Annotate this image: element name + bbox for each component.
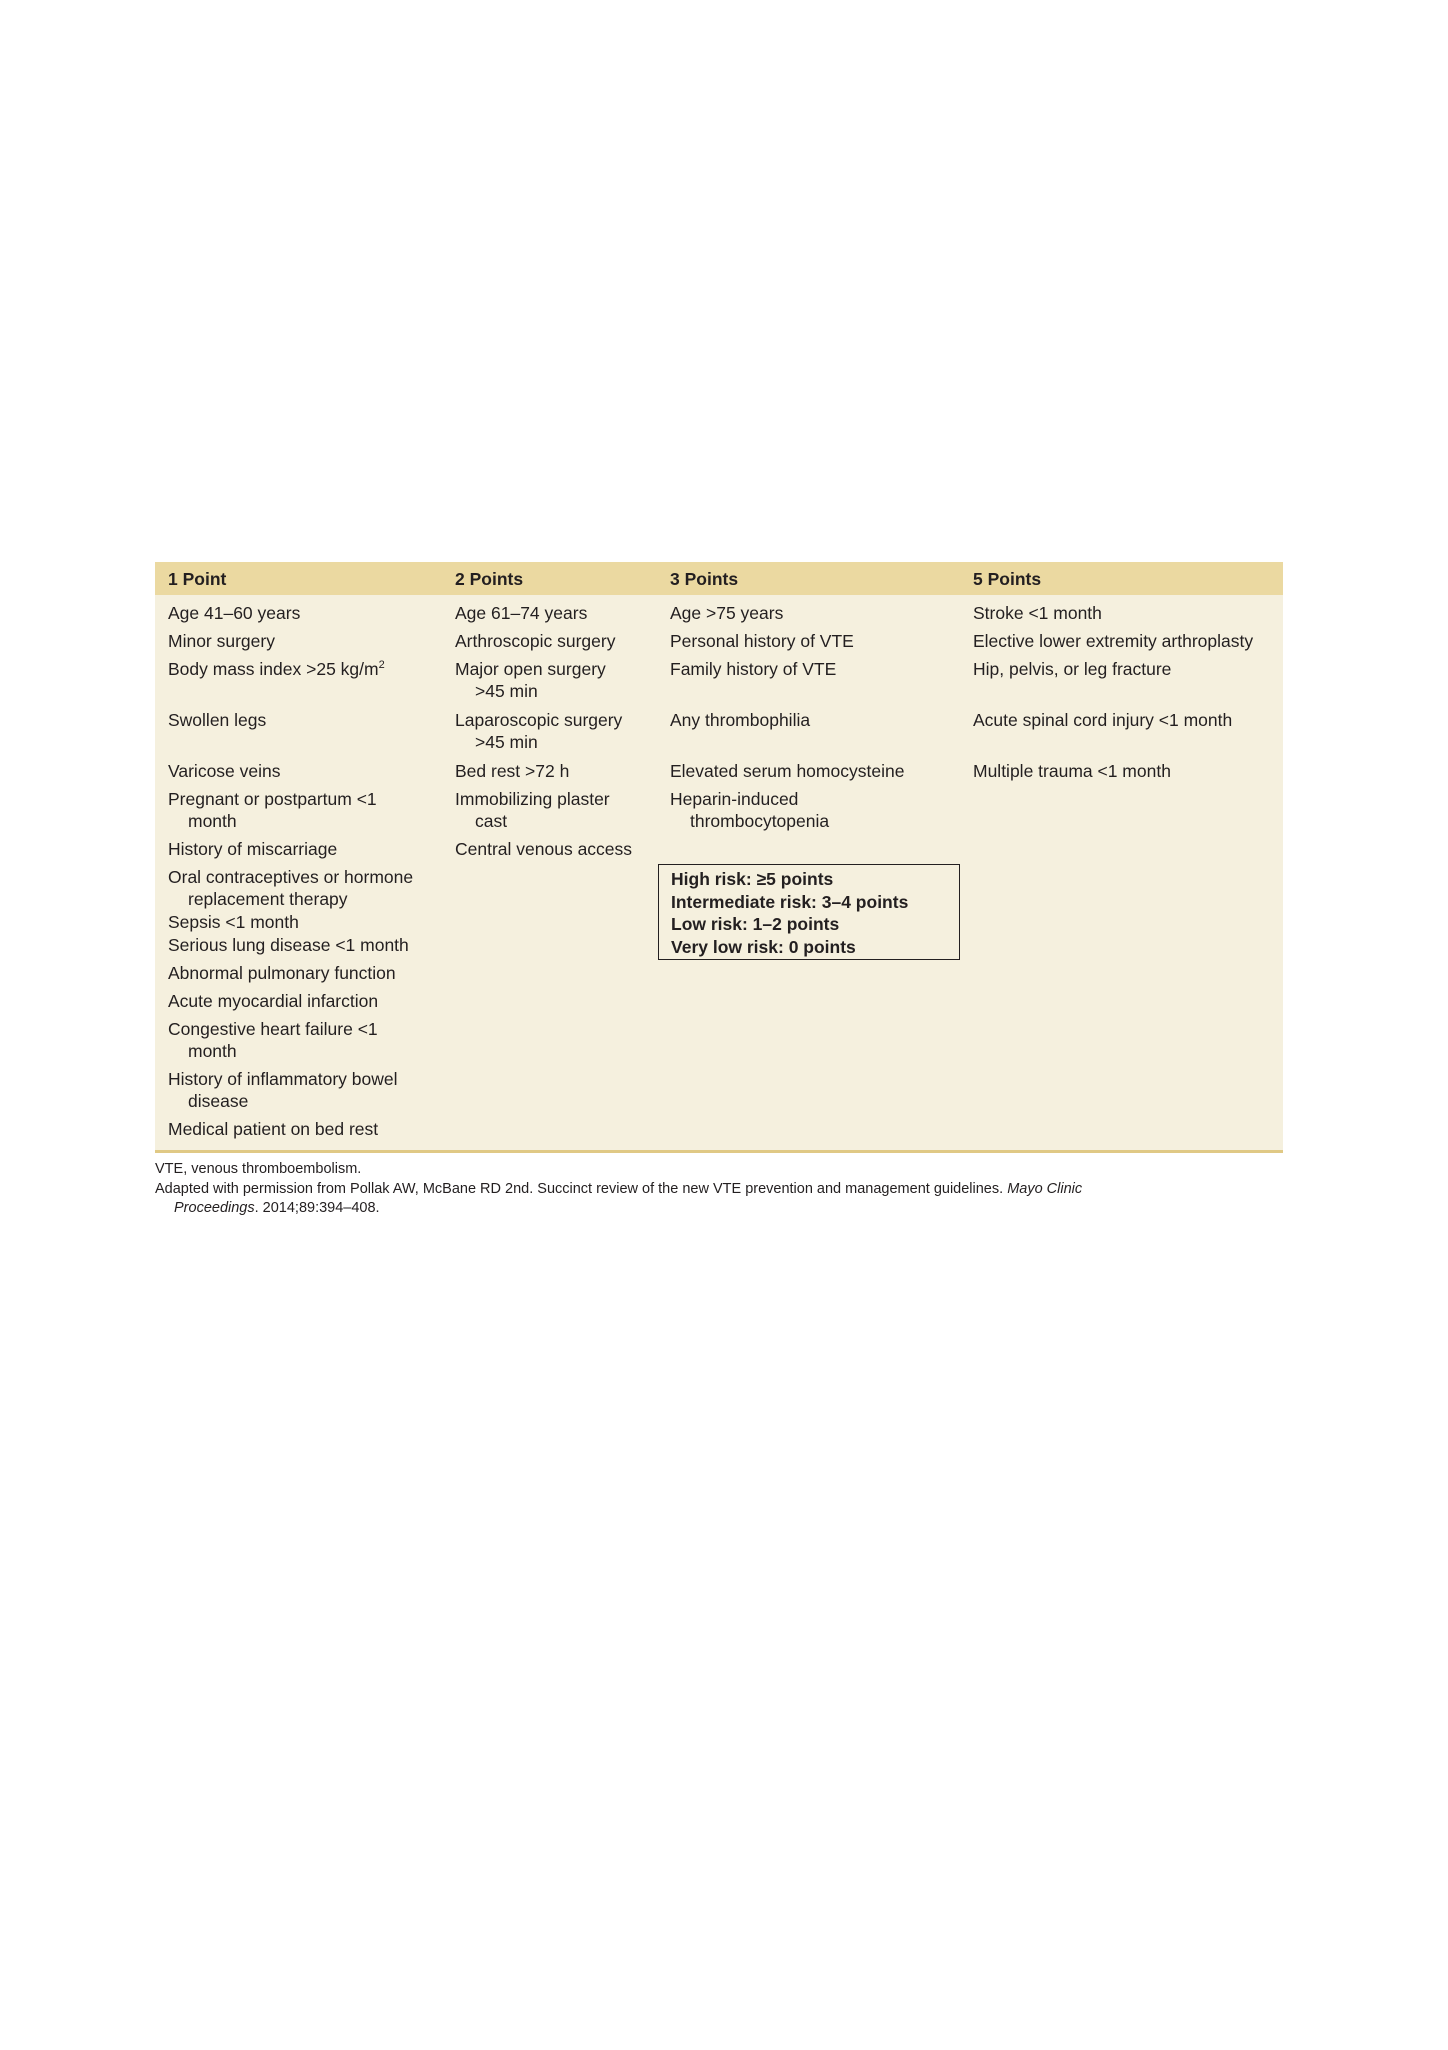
cell-line: Stroke <1 month [973,603,1102,623]
cell-line: Pregnant or postpartum <1 [168,789,377,809]
bmi-superscript: 2 [378,659,385,672]
cell-line: Sepsis <1 month [168,912,299,932]
cell-line: Hip, pelvis, or leg fracture [973,659,1172,679]
table-cell [455,788,655,832]
cell-line: Medical patient on bed rest [168,1119,379,1139]
cell-line: Age 41–60 years [168,603,301,623]
cell-line: Bed rest >72 h [455,761,570,781]
column-header-2-points: 2 Points [455,569,524,589]
cell-line: Family history of VTE [670,659,837,679]
risk-very-low: Very low risk: 0 points [671,936,856,957]
table-cell [168,658,443,680]
table-cell [168,709,443,731]
table-cell [168,990,443,1012]
table-cell [670,658,960,680]
cell-line: month [188,1041,237,1061]
risk-category-box [658,864,960,960]
table-cell [455,760,655,782]
table-cell [168,1068,443,1112]
table-cell [168,788,443,832]
cell-line: Arthroscopic surgery [455,631,616,651]
cell-line: Elective lower extremity arthroplasty [973,631,1254,651]
table-cell [168,962,443,984]
table-cell [455,630,655,652]
journal-name-part-2: Proceedings [174,1200,255,1216]
cell-line: Age >75 years [670,603,784,623]
table-cell [670,709,960,731]
cell-line: Personal history of VTE [670,631,854,651]
table-cell [973,760,1273,782]
table-footnotes [155,1160,1283,1219]
cell-line: cast [475,811,508,831]
cell-line [168,658,443,680]
cell-line: Varicose veins [168,761,281,781]
table-cell [670,760,960,782]
column-header-3-points: 3 Points [670,569,739,589]
cell-line: Oral contraceptives or hormone [168,867,414,887]
cell-line: Laparoscopic surgery [455,710,623,730]
table-cell [973,709,1273,731]
cell-line: Abnormal pulmonary function [168,963,396,983]
table-cell [168,934,443,956]
table-cell [973,658,1273,680]
source-note-line-2 [155,1199,1283,1219]
column-header-5-points: 5 Points [973,569,1042,589]
cell-line: month [188,811,237,831]
cell-line: disease [188,1091,249,1111]
cell-line: Heparin-induced [670,789,799,809]
cell-line: Swollen legs [168,710,267,730]
column-header-1-point: 1 Point [168,569,227,589]
table-cell [670,788,960,832]
table-cell [168,838,443,860]
source-suffix: . 2014;89:394–408. [254,1200,380,1216]
cell-line: History of inflammatory bowel [168,1069,398,1089]
bmi-text: Body mass index >25 kg/m [168,659,379,679]
table-cell [168,630,443,652]
table-cell [670,602,960,624]
table-cell [168,1018,443,1062]
table-cell [168,760,443,782]
table-cell [168,1118,443,1140]
cell-line: Any thrombophilia [670,710,811,730]
cell-line: replacement therapy [188,889,348,909]
table-cell [455,602,655,624]
cell-line: Multiple trauma <1 month [973,761,1171,781]
journal-name-part-1: Mayo Clinic [1007,1180,1083,1197]
cell-line: thrombocytopenia [690,811,830,831]
cell-line: >45 min [475,681,538,701]
cell-line: Elevated serum homocysteine [670,761,905,781]
risk-intermediate: Intermediate risk: 3–4 points [671,891,909,912]
risk-high: High risk: ≥5 points [671,869,834,889]
cell-line: Age 61–74 years [455,603,588,623]
table-cell [455,838,655,860]
cell-line: Immobilizing plaster [455,789,610,809]
risk-low: Low risk: 1–2 points [671,914,840,934]
table-cell [168,911,443,933]
table-cell [973,602,1273,624]
table-cell [455,658,655,702]
cell-line: Acute spinal cord injury <1 month [973,710,1233,730]
table-cell [670,630,960,652]
cell-line: >45 min [475,732,538,752]
table-cell [168,866,443,910]
risk-score-table [155,562,1283,1153]
source-note-line-1 [155,1180,1283,1200]
cell-line: Serious lung disease <1 month [168,935,409,955]
cell-line: History of miscarriage [168,839,338,859]
cell-line: Minor surgery [168,631,275,651]
table-cell [168,602,443,624]
cell-line: Central venous access [455,839,633,859]
table-cell [973,630,1273,652]
source-prefix: Adapted with permission from Pollak AW, McBane RD 2nd. Succinct review of the new VTE prevention and management guidelines. [155,1180,1004,1197]
cell-line: Major open surgery [455,659,606,679]
table-header-row [155,562,1283,595]
cell-line: Acute myocardial infarction [168,991,379,1011]
cell-line: Congestive heart failure <1 [168,1019,378,1039]
table-cell [455,709,655,753]
abbreviation-note: VTE, venous thromboembolism. [155,1161,362,1177]
